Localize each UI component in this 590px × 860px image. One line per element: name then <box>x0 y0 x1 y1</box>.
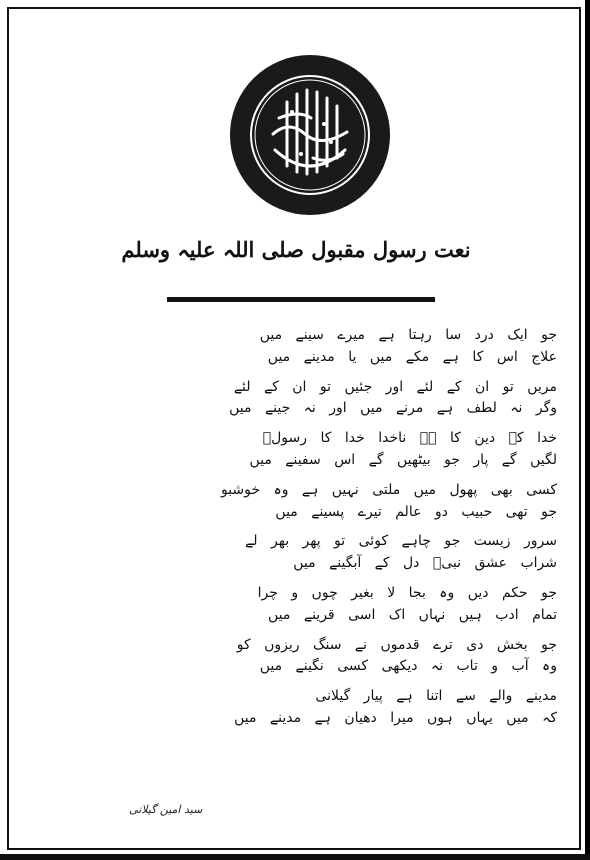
verse-line: خدا کے دین کا ہے ناخدا خدا کا رسولؐ <box>262 430 557 447</box>
stanza <box>35 325 557 369</box>
verse-line: وہ آب و تاب نہ دیکھی کسی نگینے میں <box>259 658 557 675</box>
title-underline <box>167 297 435 302</box>
verse-line: تمام ادب ہیں نہاں اک اسی قرینے میں <box>268 606 557 623</box>
stanza <box>35 480 557 524</box>
stanza <box>35 583 557 627</box>
stanza <box>35 377 557 421</box>
verse-line: جو ایک درد سا رہتا ہے میرے سینے میں <box>259 327 557 343</box>
verse-line: لگیں گے پار جو بیٹھیں گے اس سفینے میں <box>249 451 557 468</box>
stanza <box>35 686 557 730</box>
verse-line: کہ میں یہاں ہوں میرا دھیان ہے مدینے میں <box>234 709 557 726</box>
page-edge <box>585 0 590 860</box>
calligraphy-seal <box>229 54 391 216</box>
author-signature: سید امین گیلانی <box>129 803 203 816</box>
stanza <box>35 531 557 575</box>
stanza <box>35 428 557 472</box>
verse-line: جو بخش دی ترے قدموں نے سنگ ریزوں کو <box>236 636 557 653</box>
verse-line: جو تھی حبیب دو عالم تیرے پسینے میں <box>275 503 557 520</box>
verse-line: کسی بھی پھول میں ملتی نہیں ہے وہ خوشبو <box>220 481 557 498</box>
verse-line: جو حکم دیں وہ بجا لا بغیر چوں و چرا <box>257 584 557 601</box>
page <box>7 7 581 850</box>
stanza <box>35 635 557 679</box>
page-edge <box>0 854 590 860</box>
verse-line: وگر نہ لطف ہے مرنے میں اور نہ جینے میں <box>229 400 557 417</box>
verse-line: سرور زیست جو چاہے کوئی تو پھر بھر لے <box>245 533 557 550</box>
verse-line: مدینے والے سے اتنا ہے پیار گیلانی <box>315 688 557 705</box>
verse-line: علاج اس کا ہے مکے میں یا مدینے میں <box>267 348 557 365</box>
verse-line: شراب عشق نبیؐ دل کے آبگینے میں <box>293 555 557 572</box>
poem-title: نعت رسول مقبول صلی اللہ علیہ وسلم <box>121 237 471 262</box>
verse-line: مریں تو ان کے لئے اور جئیں تو ان کے لئے <box>233 378 557 395</box>
poem-body <box>35 325 557 738</box>
